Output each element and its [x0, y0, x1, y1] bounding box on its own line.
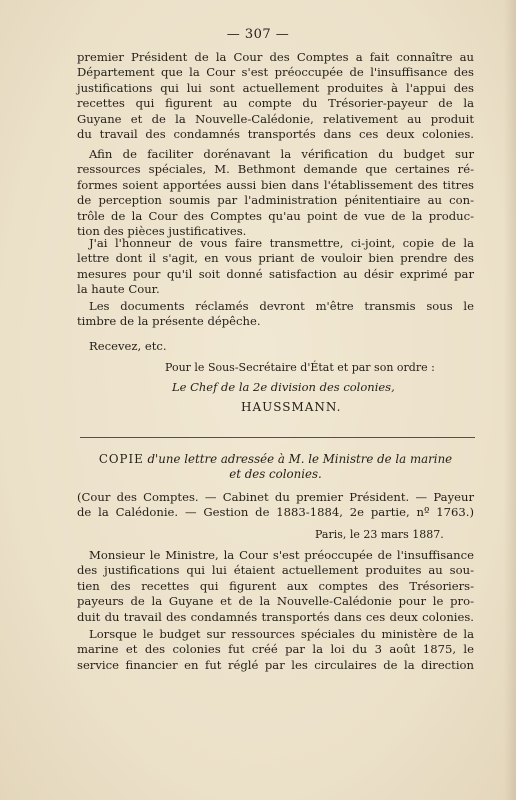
text-line: service financier en fut réglé par les circulaires de la direction [77, 657, 474, 672]
text-line: (Cour des Comptes. — Cabinet du premier Président. — Payeur [77, 490, 474, 504]
text-line: timbre de la présente dépêche. [77, 314, 261, 329]
monsieur-paragraph [77, 548, 474, 625]
jai-paragraph [77, 236, 474, 298]
text-line: de perception soumis par l'administration pénitentiaire au con- [77, 193, 474, 208]
text-line: marine et des colonies fut créé par la loi du 3 août 1875, le [77, 642, 474, 657]
letter-date: Paris, le 23 mars 1887. [315, 528, 444, 541]
text-line: Département que la Cour s'est préoccupée de l'insuffisance des [77, 65, 474, 80]
text-line: duit du travail des condamnés transportés dans ces deux colonies. [77, 609, 474, 624]
text-line: du travail des condamnés transportés dans ces deux colonies. [77, 127, 474, 142]
text-line: des justifications qui lui étaient actuellement produites au sou- [77, 563, 474, 578]
lorsque-paragraph [77, 627, 474, 673]
text-line: J'ai l'honneur de vous faire transmettre, ci-joint, copie de la [89, 236, 474, 250]
page-number: — 307 — [226, 27, 290, 42]
copy-heading-caps: COPIE [98, 452, 144, 466]
text-line: Guyane et de la Nouvelle-Calédonie, relativement au produit [77, 111, 474, 126]
text-line: Monsieur le Ministre, la Cour s'est préoccupée de l'insuffisance [89, 548, 474, 562]
page-edge-shadow [504, 0, 516, 800]
copy-heading-line2: et des colonies. [229, 467, 322, 482]
text-line: Les documents réclamés devront m'être transmis sous le [89, 299, 474, 313]
intro-paragraph [77, 50, 474, 142]
text-line: premier Président de la Cour des Comptes a fait connaître au [77, 50, 474, 64]
copy-heading-rest: d'une lettre adressée à M. le Ministre de la marine [143, 452, 453, 466]
text-line: de la Calédonie. — Gestion de 1883-1884, 2e partie, nº 1763.) [77, 505, 474, 520]
text-line: Lorsque le budget sur ressources spéciales du ministère de la [89, 627, 474, 641]
afin-paragraph [77, 147, 474, 239]
signature-title: Le Chef de la 2e division des colonies, [172, 380, 395, 394]
text-line: mesures pour qu'il soit donné satisfaction au désir exprimé par [77, 266, 474, 281]
text-line: trôle de la Cour des Comptes qu'au point de vue de la produc- [77, 208, 474, 223]
signature-authority: Pour le Sous-Secrétaire d'État et par son ordre : [165, 361, 435, 374]
text-line: tien des recettes qui figurent aux comptes des Trésoriers- [77, 578, 474, 593]
text-line: tion des pièces justificatives. [77, 224, 247, 239]
copy-heading [77, 452, 474, 483]
recevez-paragraph [77, 339, 474, 354]
text-line: recettes qui figurent au compte du Trésorier-payeur de la [77, 96, 474, 111]
text-line: Afin de faciliter dorénavant la vérification du budget sur [89, 147, 474, 161]
text-line: justifications qui lui sont actuellement produites à l'appui des [77, 80, 474, 95]
text-line: la haute Cour. [77, 282, 160, 297]
court-reference [77, 490, 474, 521]
text-line: Recevez, etc. [89, 339, 167, 353]
signature-name: HAUSSMANN. [241, 400, 342, 414]
documents-paragraph [77, 299, 474, 330]
text-line: ressources spéciales, M. Bethmont demande que certaines ré- [77, 162, 474, 177]
text-line: lettre dont il s'agit, en vous priant de vouloir bien prendre des [77, 251, 474, 266]
section-divider [80, 437, 475, 438]
text-line: formes soient apportées aussi bien dans l'établissement des titres [77, 177, 474, 192]
text-line: payeurs de la Guyane et de la Nouvelle-Calédonie pour le pro- [77, 594, 474, 609]
